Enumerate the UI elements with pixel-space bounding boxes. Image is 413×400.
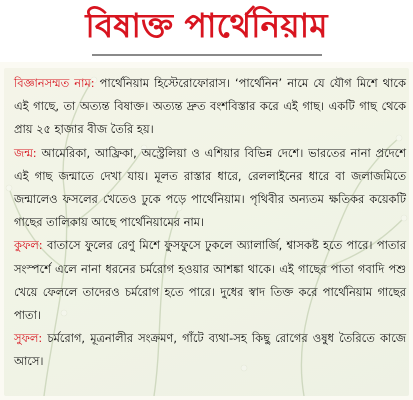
title-area bbox=[0, 0, 413, 62]
page-title: বিষাক্ত পার্থেনিয়াম bbox=[85, 6, 328, 45]
section-text: চর্মরোগ, মূত্রনালীর সংক্রমণ, গাঁটে ব্যথা-সহ কিছু রোগের ওষুধ তৈরিতে কাজে আসে। bbox=[14, 331, 406, 369]
section-harmful-effects bbox=[14, 234, 406, 327]
section-text: পার্থেনিয়াম হিস্টেরোফোরাস। ‘পার্থেনিন’ নামে যে যৌগ মিশে থাকে এই গাছে, তা অত্যন্ত বিষাক্ত। অত্যন্ত দ্রুত বংশবিস্তার করে এই গাছ। একটি গাছ থেকে প্রায় ২৫ হাজার বীজ তৈরি হয়। bbox=[14, 76, 406, 137]
info-text bbox=[14, 72, 406, 374]
section-origin bbox=[14, 142, 406, 235]
section-label: বিজ্ঞানসম্মত নাম: bbox=[14, 76, 95, 90]
section-label: জন্ম: bbox=[14, 145, 37, 160]
title-divider bbox=[92, 54, 322, 56]
section-label: সুফল: bbox=[14, 331, 43, 346]
section-scientific-name bbox=[14, 72, 406, 142]
info-panel bbox=[4, 68, 409, 396]
section-benefits bbox=[14, 327, 406, 373]
section-label: কুফল: bbox=[14, 238, 43, 253]
section-text: আমেরিকা, আফ্রিকা, অস্ট্রেলিয়া ও এশিয়ার বিভিন্ন দেশে। ভারতের নানা প্রদেশে এই গাছ জন্মাতে দেখা যায়। মূলত রাস্তার ধারে, রেললাইনের ধারে বা জলাজমিতে জন্মালেও ফসলের খেতেও ঢুকে পড়ে পার্থেনিয়াম। পৃথিবীর অন্যতম ক্ষতিকর কয়েকটি গাছের তালিকায় আছে পার্থেনিয়ামের নাম। bbox=[14, 145, 406, 230]
section-text: বাতাসে ফুলের রেণু মিশে ফুসফুসে ঢুকলে অ্যালার্জি, শ্বাসকষ্ট হতে পারে। পাতার সংস্পর্শে এলে নানা ধরনের চর্মরোগ হওয়ার আশঙ্কা থাকে। এই গাছের পাতা গবাদি পশু খেয়ে ফেললে তাদেরও চর্মরোগ হতে পারে। দুধের স্বাদ তিক্ত করে পার্থেনিয়াম গাছের পাতা। bbox=[14, 238, 406, 323]
